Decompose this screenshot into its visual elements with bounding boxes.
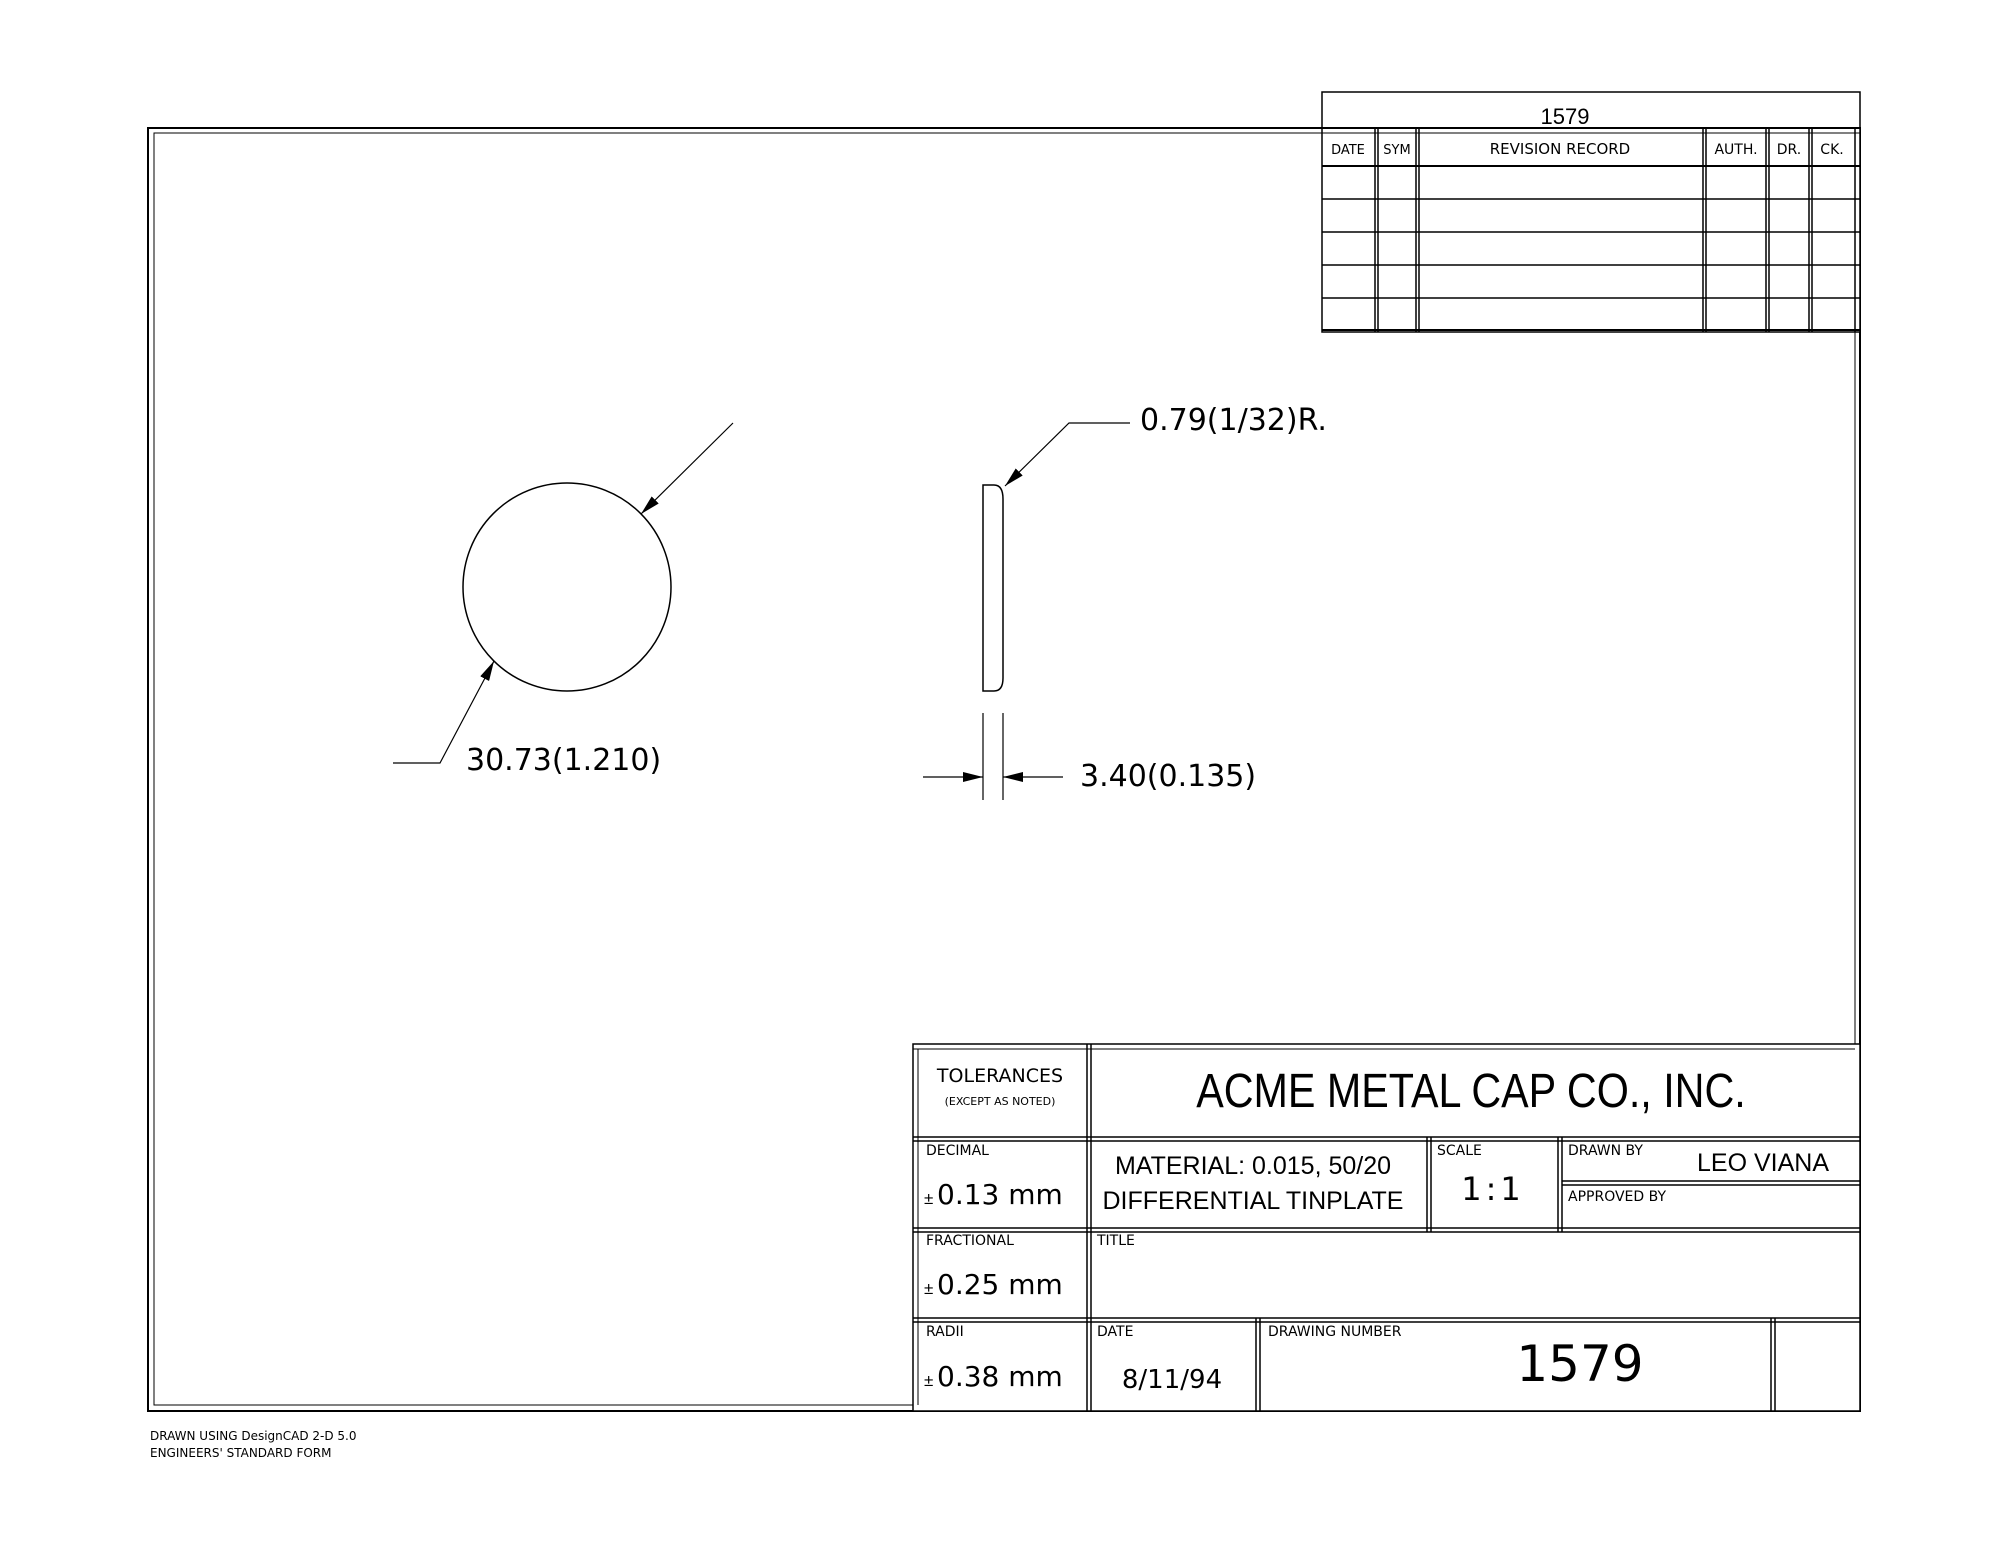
fractional-value: 0.25 mm bbox=[937, 1268, 1063, 1301]
rev-header-ck: CK. bbox=[1820, 142, 1844, 158]
material-line-1: MATERIAL: 0.015, 50/20 bbox=[1114, 1152, 1392, 1180]
footer-line-1: DRAWN USING DesignCAD 2-D 5.0 bbox=[150, 1429, 357, 1443]
footer bbox=[150, 1428, 357, 1462]
company-name: ACME METAL CAP CO., INC. bbox=[1196, 1064, 1746, 1118]
decimal-plus-minus: ± bbox=[924, 1189, 934, 1208]
rev-header-sym: SYM bbox=[1383, 143, 1411, 158]
title-block bbox=[913, 1044, 1860, 1411]
approved-by-label: APPROVED BY bbox=[1568, 1189, 1667, 1205]
diameter-dimension: 30.73(1.210) bbox=[466, 743, 662, 778]
radii-value: 0.38 mm bbox=[937, 1360, 1063, 1393]
fractional-label: FRACTIONAL bbox=[926, 1233, 1014, 1249]
decimal-label: DECIMAL bbox=[926, 1143, 989, 1159]
rev-header-record: REVISION RECORD bbox=[1489, 140, 1631, 158]
radii-label: RADII bbox=[926, 1324, 964, 1340]
radius-leader bbox=[1005, 423, 1130, 486]
disc-front-view bbox=[393, 423, 733, 778]
radii-plus-minus: ± bbox=[924, 1371, 934, 1390]
drawn-by-label: DRAWN BY bbox=[1568, 1143, 1643, 1159]
date-label: DATE bbox=[1097, 1324, 1134, 1340]
revision-number: 1579 bbox=[1540, 104, 1590, 129]
disc-side-view bbox=[923, 403, 1327, 800]
footer-line-2: ENGINEERS' STANDARD FORM bbox=[150, 1446, 332, 1460]
material-line-2: DIFFERENTIAL TINPLATE bbox=[1102, 1187, 1404, 1215]
rev-header-date: DATE bbox=[1331, 143, 1365, 158]
rev-header-auth: AUTH. bbox=[1714, 142, 1758, 158]
drawn-by-value: LEO VIANA bbox=[1697, 1149, 1829, 1177]
scale-value: 1:1 bbox=[1461, 1170, 1525, 1208]
diameter-leader-upper bbox=[641, 423, 733, 514]
scale-label: SCALE bbox=[1437, 1143, 1482, 1159]
edge-radius-dimension: 0.79(1/32)R. bbox=[1140, 403, 1327, 438]
fractional-plus-minus: ± bbox=[924, 1279, 934, 1298]
title-label: TITLE bbox=[1097, 1233, 1135, 1249]
tolerances-note: (EXCEPT AS NOTED) bbox=[944, 1095, 1056, 1108]
tolerances-label: TOLERANCES bbox=[936, 1065, 1064, 1087]
thickness-dimension: 3.40(0.135) bbox=[1080, 759, 1257, 794]
drawing-number-label: DRAWING NUMBER bbox=[1268, 1324, 1402, 1340]
drawing-number-value: 1579 bbox=[1516, 1335, 1644, 1393]
rev-header-dr: DR. bbox=[1776, 142, 1802, 158]
date-value: 8/11/94 bbox=[1121, 1365, 1223, 1395]
decimal-value: 0.13 mm bbox=[937, 1178, 1063, 1211]
revision-block bbox=[1322, 92, 1860, 332]
